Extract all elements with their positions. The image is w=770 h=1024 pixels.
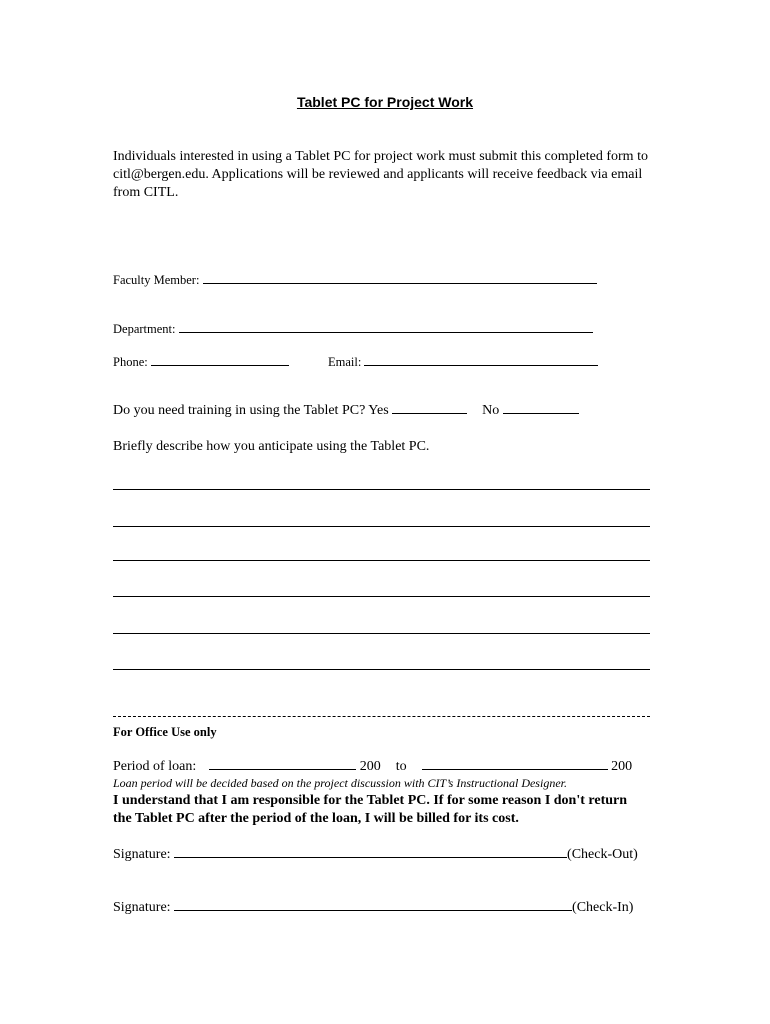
loan-period-label: Period of loan: [113, 759, 197, 774]
loan-start-year-prefix: 200 [359, 759, 381, 774]
no-field[interactable] [503, 402, 579, 414]
responsibility-statement: I understand that I am responsible for the Tablet PC. If for some reason I don't return the Tablet PC after the period of the loan, I will be billed for its cost. [113, 793, 628, 826]
loan-end-year-prefix: 200 [611, 759, 633, 774]
loan-to-label: to [395, 759, 407, 774]
email-row [328, 354, 598, 370]
checkin-label: (Check-In) [572, 900, 634, 915]
describe-prompt: Briefly describe how you anticipate using the Tablet PC. [113, 439, 430, 454]
description-line-2[interactable] [113, 526, 650, 527]
faculty-member-row [113, 272, 597, 288]
faculty-member-label: Faculty Member: [113, 273, 200, 287]
department-field[interactable] [179, 321, 593, 333]
phone-label: Phone: [113, 355, 148, 369]
description-line-3[interactable] [113, 560, 650, 561]
loan-end-field[interactable] [422, 758, 608, 770]
email-label: Email: [328, 355, 362, 369]
page-title: Tablet PC for Project Work [296, 94, 474, 110]
yes-label: Yes [368, 403, 389, 418]
description-line-6[interactable] [113, 669, 650, 670]
checkout-signature-label: Signature: [113, 847, 171, 862]
department-row [113, 321, 593, 337]
checkout-signature-field[interactable] [174, 846, 567, 858]
checkin-signature-field[interactable] [174, 899, 572, 911]
checkout-signature-row [113, 846, 638, 863]
yes-field[interactable] [392, 402, 467, 414]
office-use-divider [113, 716, 650, 717]
phone-row [113, 354, 289, 370]
training-question-row [113, 402, 579, 419]
description-line-4[interactable] [113, 596, 650, 597]
description-line-5[interactable] [113, 633, 650, 634]
checkin-signature-row [113, 899, 633, 916]
loan-start-field[interactable] [209, 758, 356, 770]
faculty-member-field[interactable] [203, 272, 597, 284]
description-line-1[interactable] [113, 489, 650, 490]
no-label: No [482, 403, 500, 418]
department-label: Department: [113, 322, 176, 336]
intro-paragraph: Individuals interested in using a Tablet PC for project work must submit this completed form to citl@bergen.edu. Applications will be reviewed and applicants will receive feedback via email from CITL. [113, 149, 648, 200]
training-question: Do you need training in using the Tablet PC? [113, 403, 366, 418]
checkin-signature-label: Signature: [113, 900, 171, 915]
loan-period-row [113, 758, 632, 775]
phone-field[interactable] [151, 354, 289, 366]
loan-period-note: Loan period will be decided based on the project discussion with CIT’s Instructional Designer. [113, 776, 567, 790]
checkout-label: (Check-Out) [567, 847, 638, 862]
email-field[interactable] [364, 354, 598, 366]
office-use-heading: For Office Use only [113, 725, 217, 739]
